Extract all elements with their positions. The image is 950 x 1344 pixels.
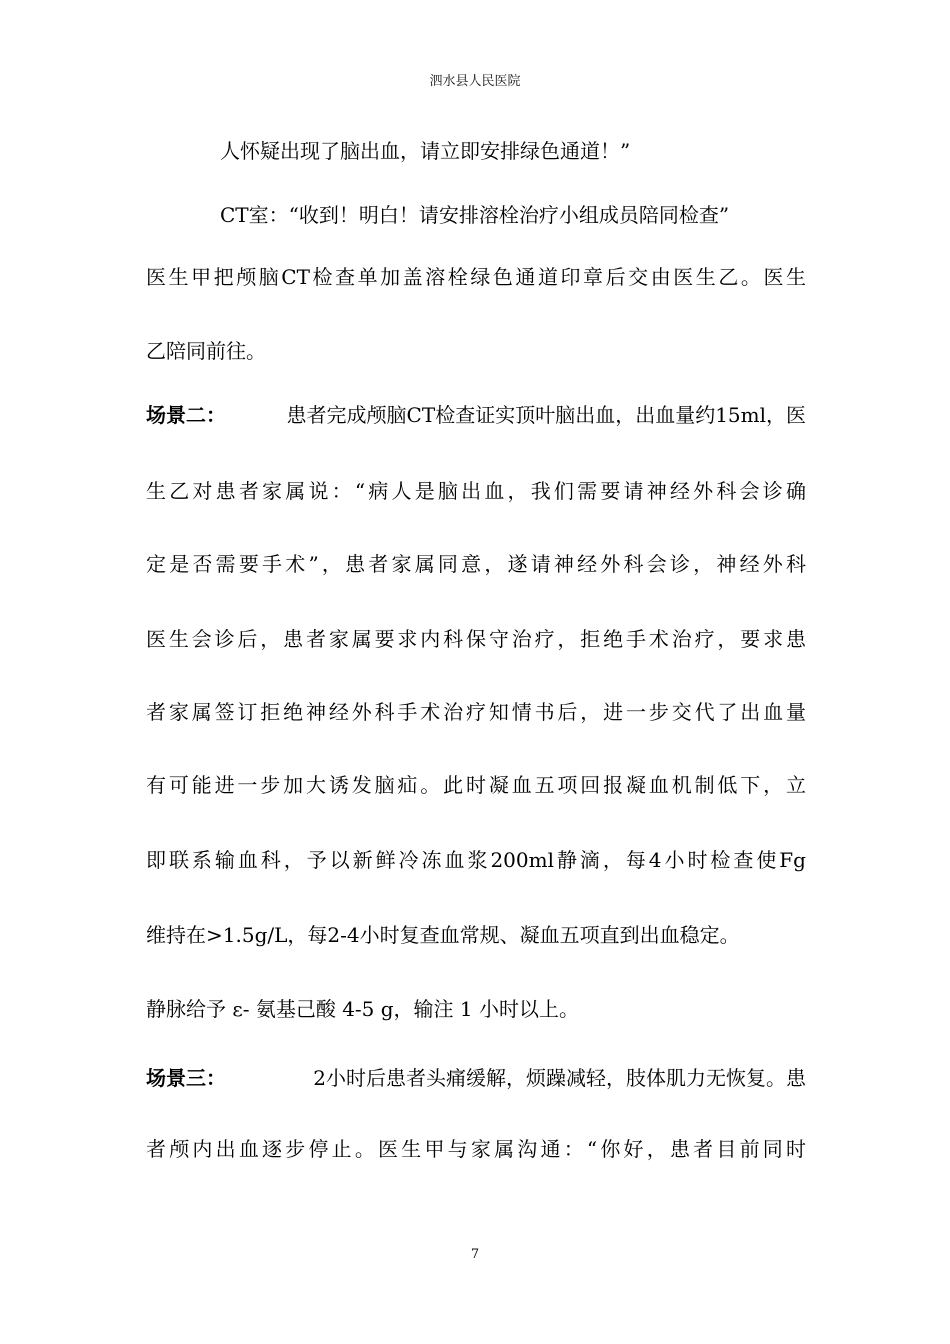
scene-3-heading: 场景三： — [146, 1066, 226, 1090]
scene-2-heading: 场景二： — [146, 403, 226, 427]
body-line: 即联系输血科，予以新鲜冷冻血浆200ml静滴，每4小时检查使Fg — [146, 848, 806, 872]
page-header: 泗水县人民医院 — [429, 74, 521, 89]
body-line: 2小时后患者头痛缓解，烦躁减轻，肢体肌力无恢复。患 — [313, 1066, 806, 1090]
scene-3-paragraph — [146, 1063, 806, 1093]
body-line: 者家属签订拒绝神经外科手术治疗知情书后，进一步交代了出血量 — [146, 700, 806, 724]
body-line: CT室：“收到！明白！请安排溶栓治疗小组成员陪同检查” — [220, 203, 730, 227]
body-line: 生乙对患者家属说：“病人是脑出血，我们需要请神经外科会诊确 — [146, 479, 806, 503]
page-number: 7 — [470, 1247, 480, 1262]
body-line: 人怀疑出现了脑出血，请立即安排绿色通道！” — [220, 139, 631, 163]
body-line: 患者完成颅脑CT检查证实顶叶脑出血，出血量约15ml，医 — [286, 403, 806, 427]
body-line: 者颅内出血逐步停止。医生甲与家属沟通：“你好，患者目前同时 — [146, 1137, 806, 1161]
body-line: 维持在>1.5g/L，每2-4小时复查血常规、凝血五项直到出血稳定。 — [146, 923, 740, 947]
body-line: 医生甲把颅脑CT检查单加盖溶栓绿色通道印章后交由医生乙。医生 — [146, 265, 806, 289]
body-line: 乙陪同前往。 — [146, 339, 266, 363]
body-line: 静脉给予 ε- 氨基己酸 4-5 g，输注 1 小时以上。 — [146, 997, 579, 1021]
body-line: 定是否需要手术”，患者家属同意，遂请神经外科会诊，神经外科 — [146, 552, 806, 576]
body-line: 医生会诊后，患者家属要求内科保守治疗，拒绝手术治疗，要求患 — [146, 627, 806, 651]
scene-2-paragraph — [146, 400, 806, 430]
body-line: 有可能进一步加大诱发脑疝。此时凝血五项回报凝血机制低下，立 — [146, 773, 806, 797]
